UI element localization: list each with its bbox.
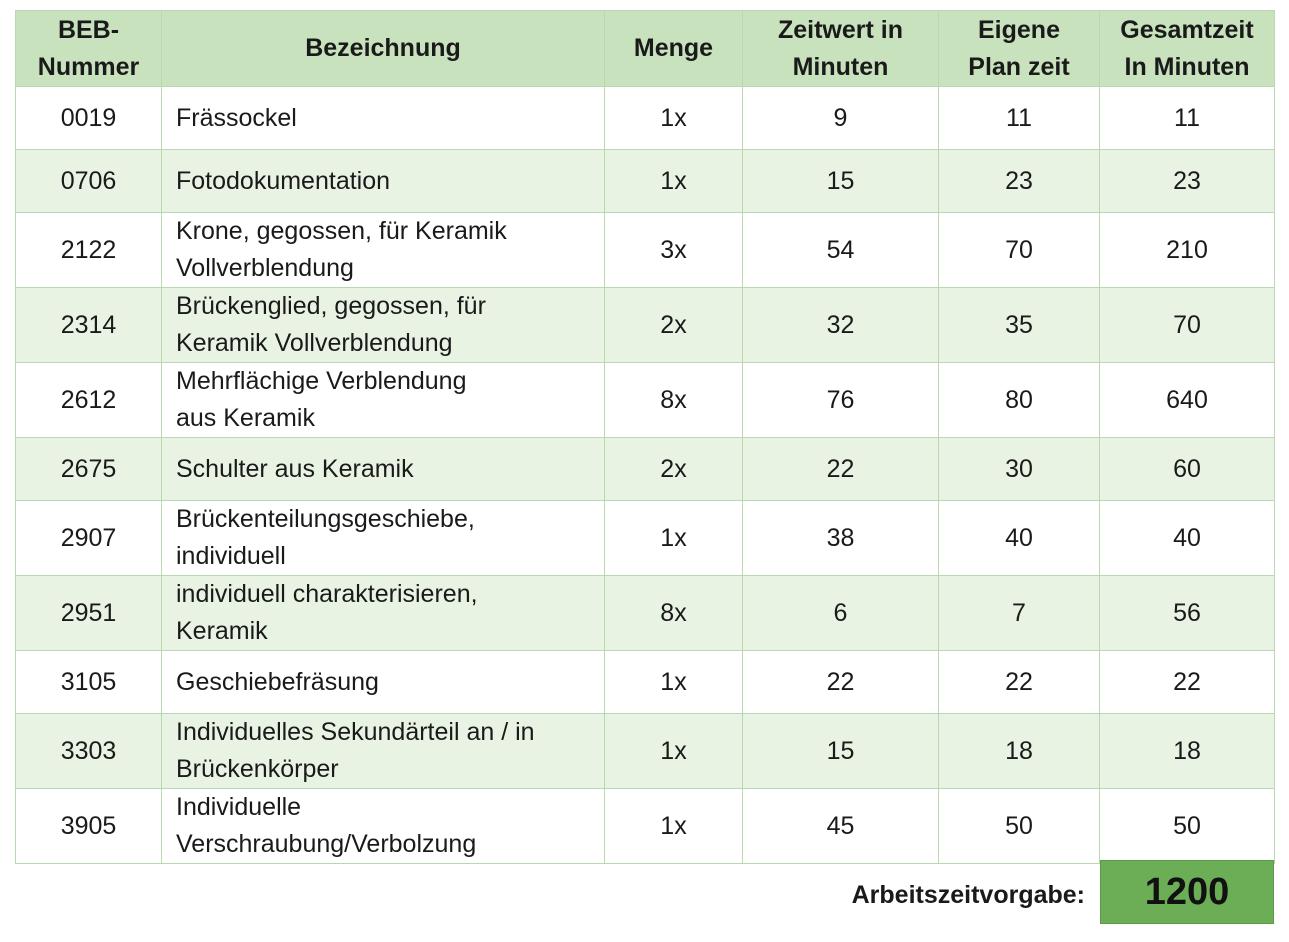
cell-menge: 1x <box>605 87 743 150</box>
cell-bezeichnung-line1: Krone, gegossen, für Keramik <box>176 217 507 245</box>
cell-bezeichnung-line2: Verschraubung/Verbolzung <box>176 830 477 858</box>
header-zeitwert <box>743 11 939 87</box>
cell-bezeichnung <box>162 363 605 438</box>
cell-eigene-planzeit: 11 <box>939 87 1100 150</box>
cell-beb-nummer: 0019 <box>16 87 162 150</box>
cell-bezeichnung <box>162 651 605 714</box>
header-zeitwert-line2: Minuten <box>792 52 889 81</box>
cell-bezeichnung-line2: Brückenkörper <box>176 755 339 783</box>
cell-bezeichnung-line1: Individuelles Sekundärteil an / in <box>176 718 535 746</box>
cell-beb-nummer: 3905 <box>16 789 162 864</box>
header-gesamtzeit <box>1100 11 1275 87</box>
cell-bezeichnung-line1: Frässockel <box>176 103 297 132</box>
cell-beb-nummer: 3105 <box>16 651 162 714</box>
cell-zeitwert: 22 <box>743 438 939 501</box>
table-row <box>16 651 1275 714</box>
cell-bezeichnung <box>162 150 605 213</box>
cell-bezeichnung <box>162 576 605 651</box>
table-row <box>16 501 1275 576</box>
cell-gesamtzeit: 60 <box>1100 438 1275 501</box>
cell-menge: 8x <box>605 576 743 651</box>
table-row <box>16 213 1275 288</box>
cell-bezeichnung-line2: Vollverblendung <box>176 254 354 282</box>
total-value: 1200 <box>1100 860 1274 924</box>
table-row <box>16 150 1275 213</box>
header-gesamt-line2: In Minuten <box>1124 52 1250 81</box>
cell-bezeichnung-line2: aus Keramik <box>176 404 315 432</box>
cell-gesamtzeit: 40 <box>1100 501 1275 576</box>
cell-zeitwert: 9 <box>743 87 939 150</box>
work-time-table <box>15 10 1275 864</box>
table-row <box>16 288 1275 363</box>
cell-zeitwert: 38 <box>743 501 939 576</box>
cell-beb-nummer: 2907 <box>16 501 162 576</box>
table-row <box>16 87 1275 150</box>
cell-menge: 1x <box>605 501 743 576</box>
cell-menge: 1x <box>605 651 743 714</box>
table-header-row <box>16 11 1275 87</box>
cell-gesamtzeit: 18 <box>1100 714 1275 789</box>
cell-bezeichnung-line1: Schulter aus Keramik <box>176 454 414 483</box>
cell-zeitwert: 54 <box>743 213 939 288</box>
header-beb-line1: BEB- <box>57 15 120 44</box>
table-row <box>16 438 1275 501</box>
header-eigene-line2: Plan zeit <box>968 52 1070 81</box>
cell-gesamtzeit: 70 <box>1100 288 1275 363</box>
cell-gesamtzeit: 210 <box>1100 213 1275 288</box>
cell-gesamtzeit: 11 <box>1100 87 1275 150</box>
cell-menge: 3x <box>605 213 743 288</box>
cell-zeitwert: 76 <box>743 363 939 438</box>
cell-zeitwert: 32 <box>743 288 939 363</box>
cell-bezeichnung-line1: individuell charakterisieren, <box>176 580 478 608</box>
cell-beb-nummer: 2951 <box>16 576 162 651</box>
cell-menge: 8x <box>605 363 743 438</box>
cell-zeitwert: 6 <box>743 576 939 651</box>
table-row <box>16 789 1275 864</box>
table-row <box>16 714 1275 789</box>
header-bezeichnung <box>162 11 605 87</box>
cell-eigene-planzeit: 22 <box>939 651 1100 714</box>
cell-menge: 1x <box>605 714 743 789</box>
cell-eigene-planzeit: 35 <box>939 288 1100 363</box>
cell-menge: 1x <box>605 150 743 213</box>
cell-eigene-planzeit: 30 <box>939 438 1100 501</box>
cell-bezeichnung-line1: Brückenglied, gegossen, für <box>176 292 486 320</box>
table-row <box>16 576 1275 651</box>
cell-zeitwert: 15 <box>743 714 939 789</box>
cell-zeitwert: 15 <box>743 150 939 213</box>
cell-eigene-planzeit: 23 <box>939 150 1100 213</box>
cell-bezeichnung <box>162 438 605 501</box>
header-eigene-planzeit <box>939 11 1100 87</box>
cell-gesamtzeit: 22 <box>1100 651 1275 714</box>
cell-beb-nummer: 3303 <box>16 714 162 789</box>
cell-bezeichnung <box>162 87 605 150</box>
cell-bezeichnung <box>162 501 605 576</box>
table-row <box>16 363 1275 438</box>
cell-eigene-planzeit: 40 <box>939 501 1100 576</box>
cell-menge: 2x <box>605 438 743 501</box>
cell-bezeichnung-line1: Geschiebefräsung <box>176 667 379 696</box>
cell-bezeichnung <box>162 213 605 288</box>
cell-eigene-planzeit: 18 <box>939 714 1100 789</box>
cell-eigene-planzeit: 50 <box>939 789 1100 864</box>
cell-eigene-planzeit: 80 <box>939 363 1100 438</box>
cell-bezeichnung-line2: Keramik <box>176 617 268 645</box>
header-menge <box>605 11 743 87</box>
cell-bezeichnung-line1: Mehrflächige Verblendung <box>176 367 467 395</box>
header-gesamt-line1: Gesamtzeit <box>1120 15 1254 44</box>
cell-menge: 1x <box>605 789 743 864</box>
cell-bezeichnung-line2: Keramik Vollverblendung <box>176 329 453 357</box>
cell-beb-nummer: 2314 <box>16 288 162 363</box>
cell-menge: 2x <box>605 288 743 363</box>
cell-eigene-planzeit: 70 <box>939 213 1100 288</box>
cell-bezeichnung <box>162 714 605 789</box>
cell-beb-nummer: 0706 <box>16 150 162 213</box>
header-beb-nummer <box>16 11 162 87</box>
cell-bezeichnung <box>162 288 605 363</box>
header-beb-line2: Nummer <box>37 52 140 81</box>
header-eigene-line1: Eigene <box>978 15 1060 44</box>
cell-bezeichnung-line1: Individuelle <box>176 793 302 821</box>
cell-beb-nummer: 2675 <box>16 438 162 501</box>
cell-zeitwert: 45 <box>743 789 939 864</box>
total-label: Arbeitszeitvorgabe: <box>851 881 1085 909</box>
cell-bezeichnung-line1: Brückenteilungsgeschiebe, <box>176 505 475 533</box>
cell-beb-nummer: 2612 <box>16 363 162 438</box>
cell-zeitwert: 22 <box>743 651 939 714</box>
cell-bezeichnung-line2: individuell <box>176 542 286 570</box>
cell-bezeichnung-line1: Fotodokumentation <box>176 166 391 195</box>
cell-bezeichnung <box>162 789 605 864</box>
header-bezeichnung-label: Bezeichnung <box>305 34 461 62</box>
cell-gesamtzeit: 50 <box>1100 789 1275 864</box>
cell-gesamtzeit: 23 <box>1100 150 1275 213</box>
cell-gesamtzeit: 56 <box>1100 576 1275 651</box>
header-zeitwert-line1: Zeitwert in <box>777 15 903 44</box>
cell-gesamtzeit: 640 <box>1100 363 1275 438</box>
header-menge-label: Menge <box>633 34 714 62</box>
cell-beb-nummer: 2122 <box>16 213 162 288</box>
cell-eigene-planzeit: 7 <box>939 576 1100 651</box>
